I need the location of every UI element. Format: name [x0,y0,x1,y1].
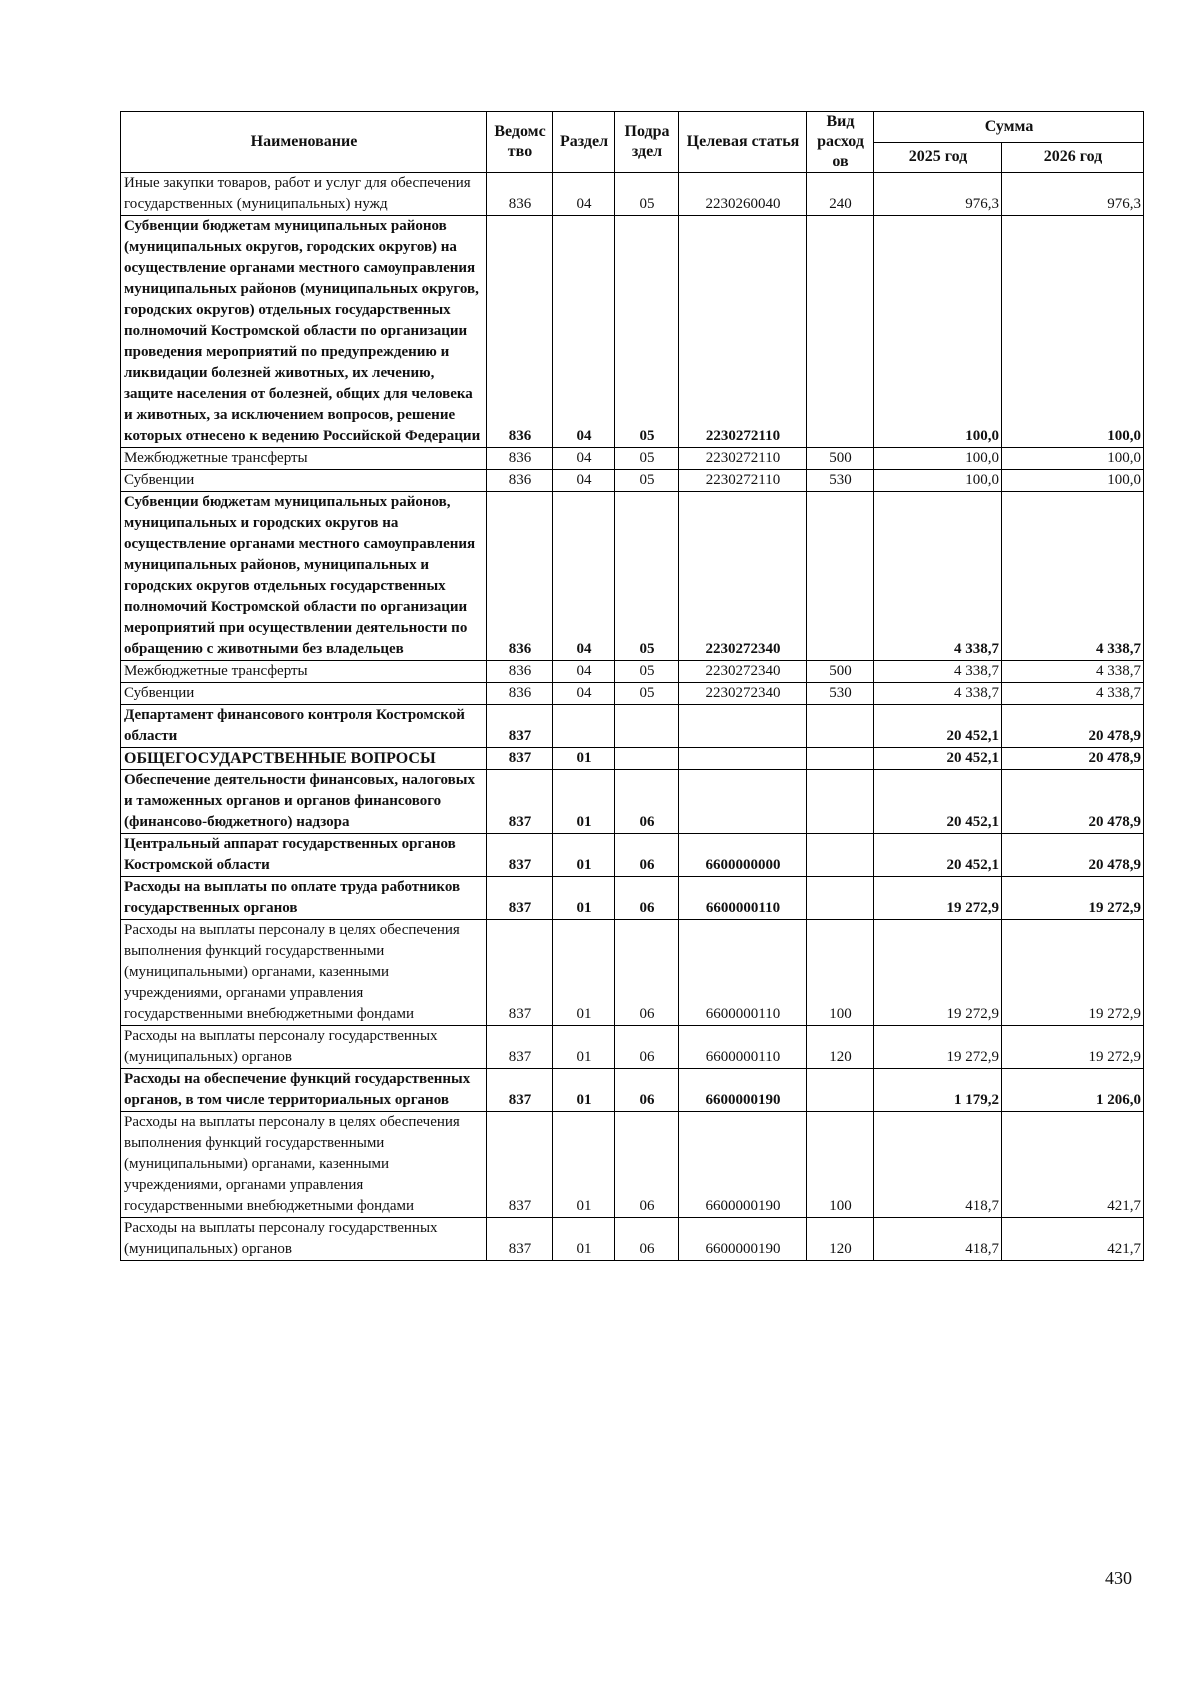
table-body [121,173,1144,1261]
cell-section: 04 [553,492,615,661]
cell-name: ОБЩЕГОСУДАРСТВЕННЫЕ ВОПРОСЫ [121,748,487,770]
cell-target: 2230260040 [679,173,807,216]
cell-subsection: 06 [615,877,679,920]
cell-sum-2026: 19 272,9 [1002,1026,1144,1069]
cell-subsection: 06 [615,770,679,834]
cell-expense-type: 500 [807,661,874,683]
cell-ministry: 837 [487,705,553,748]
cell-section: 04 [553,173,615,216]
cell-section: 04 [553,661,615,683]
cell-subsection: 06 [615,834,679,877]
header-year-2026: 2026 год [1002,142,1144,173]
table-row [121,748,1144,770]
header-name: Наименование [121,112,487,173]
header-target: Целевая статья [679,112,807,173]
cell-section: 01 [553,1026,615,1069]
cell-target: 2230272340 [679,661,807,683]
cell-subsection: 05 [615,173,679,216]
cell-sum-2025: 20 452,1 [874,748,1002,770]
cell-subsection: 06 [615,920,679,1026]
cell-target [679,705,807,748]
cell-sum-2025: 418,7 [874,1218,1002,1261]
cell-name: Департамент финансового контроля Костромской области [121,705,487,748]
cell-ministry: 837 [487,1069,553,1112]
cell-ministry: 837 [487,770,553,834]
cell-ministry: 837 [487,877,553,920]
cell-ministry: 837 [487,1218,553,1261]
cell-sum-2026: 421,7 [1002,1112,1144,1218]
cell-sum-2025: 19 272,9 [874,920,1002,1026]
table-row [121,683,1144,705]
cell-subsection: 05 [615,492,679,661]
cell-subsection: 05 [615,448,679,470]
cell-subsection: 06 [615,1069,679,1112]
cell-sum-2025: 19 272,9 [874,1026,1002,1069]
table-row [121,492,1144,661]
table-row [121,705,1144,748]
cell-section: 01 [553,748,615,770]
cell-sum-2025: 4 338,7 [874,492,1002,661]
cell-section: 01 [553,1069,615,1112]
cell-subsection: 06 [615,1218,679,1261]
cell-sum-2026: 4 338,7 [1002,661,1144,683]
cell-section: 04 [553,448,615,470]
cell-section [553,705,615,748]
cell-sum-2025: 20 452,1 [874,770,1002,834]
header-subsection: Подра здел [615,112,679,173]
cell-ministry: 836 [487,492,553,661]
header-row [121,112,1144,143]
table-row [121,1026,1144,1069]
cell-section: 01 [553,834,615,877]
cell-name: Субвенции бюджетам муниципальных районов (муниципальных округов, городских округов) на осуществление органами местного самоуправления муниципальных районов (муниципальных округов, городских округов) отдельных государственных полномочий Костромской области по организации проведения мероприятий по предупреждению и ликвидации болезней животных, их лечению, защите населения от болезней, общих для человека и животных, за исключением вопросов, решение которых отнесено к ведению Российской Федерации [121,216,487,448]
table-row [121,448,1144,470]
cell-ministry: 836 [487,216,553,448]
cell-sum-2025: 100,0 [874,470,1002,492]
cell-name: Расходы на обеспечение функций государственных органов, в том числе территориальных органов [121,1069,487,1112]
cell-subsection: 06 [615,1026,679,1069]
cell-section: 01 [553,1112,615,1218]
cell-sum-2026: 4 338,7 [1002,683,1144,705]
cell-expense-type: 100 [807,1112,874,1218]
cell-sum-2025: 4 338,7 [874,661,1002,683]
cell-subsection [615,748,679,770]
cell-expense-type: 120 [807,1026,874,1069]
cell-expense-type: 240 [807,173,874,216]
cell-sum-2026: 421,7 [1002,1218,1144,1261]
cell-target: 6600000110 [679,877,807,920]
cell-target [679,748,807,770]
cell-sum-2026: 20 478,9 [1002,770,1144,834]
cell-section: 04 [553,216,615,448]
cell-target: 6600000190 [679,1112,807,1218]
cell-sum-2026: 20 478,9 [1002,705,1144,748]
cell-sum-2025: 976,3 [874,173,1002,216]
cell-sum-2025: 20 452,1 [874,705,1002,748]
cell-ministry: 836 [487,470,553,492]
cell-target [679,770,807,834]
cell-expense-type: 530 [807,470,874,492]
cell-section: 01 [553,877,615,920]
table-row [121,877,1144,920]
cell-sum-2026: 100,0 [1002,470,1144,492]
table-row [121,1218,1144,1261]
cell-name: Субвенции бюджетам муниципальных районов, муниципальных и городских округов на осуществление органами местного самоуправления муниципальных районов, муниципальных и городских округов отдельных государственных полномочий Костромской области по организации мероприятий при осуществлении деятельности по обращению с животными без владельцев [121,492,487,661]
header-sum: Сумма [874,112,1144,143]
cell-section: 01 [553,920,615,1026]
cell-target: 6600000110 [679,920,807,1026]
cell-ministry: 836 [487,173,553,216]
cell-expense-type: 500 [807,448,874,470]
cell-target: 6600000190 [679,1218,807,1261]
cell-ministry: 836 [487,448,553,470]
table-row [121,470,1144,492]
cell-sum-2026: 4 338,7 [1002,492,1144,661]
cell-section: 01 [553,1218,615,1261]
table-row [121,1069,1144,1112]
cell-name: Расходы на выплаты по оплате труда работников государственных органов [121,877,487,920]
cell-expense-type: 120 [807,1218,874,1261]
header-section: Раздел [553,112,615,173]
cell-sum-2025: 1 179,2 [874,1069,1002,1112]
cell-name: Межбюджетные трансферты [121,448,487,470]
cell-sum-2025: 19 272,9 [874,877,1002,920]
header-year-2025: 2025 год [874,142,1002,173]
cell-name: Субвенции [121,683,487,705]
budget-table [120,111,1144,1261]
table-row [121,1112,1144,1218]
cell-subsection: 05 [615,683,679,705]
cell-target: 2230272110 [679,470,807,492]
cell-name: Расходы на выплаты персоналу государственных (муниципальных) органов [121,1026,487,1069]
table-row [121,920,1144,1026]
cell-target: 6600000190 [679,1069,807,1112]
cell-target: 2230272340 [679,492,807,661]
cell-target: 6600000110 [679,1026,807,1069]
header-expense-type: Вид расход ов [807,112,874,173]
cell-sum-2026: 20 478,9 [1002,834,1144,877]
table-row [121,834,1144,877]
cell-expense-type: 530 [807,683,874,705]
cell-name: Центральный аппарат государственных органов Костромской области [121,834,487,877]
cell-expense-type [807,705,874,748]
cell-name: Расходы на выплаты персоналу в целях обеспечения выполнения функций государственными (муниципальными) органами, казенными учреждениями, органами управления государственными внебюджетными фондами [121,920,487,1026]
cell-target: 2230272110 [679,216,807,448]
cell-sum-2026: 19 272,9 [1002,920,1144,1026]
cell-section: 01 [553,770,615,834]
cell-expense-type: 100 [807,920,874,1026]
cell-sum-2026: 100,0 [1002,448,1144,470]
cell-expense-type [807,748,874,770]
cell-sum-2025: 4 338,7 [874,683,1002,705]
cell-sum-2026: 100,0 [1002,216,1144,448]
cell-ministry: 836 [487,683,553,705]
cell-sum-2025: 418,7 [874,1112,1002,1218]
cell-ministry: 837 [487,1112,553,1218]
cell-sum-2025: 100,0 [874,448,1002,470]
cell-subsection: 06 [615,1112,679,1218]
cell-section: 04 [553,470,615,492]
cell-subsection: 05 [615,661,679,683]
cell-subsection [615,705,679,748]
cell-target: 2230272110 [679,448,807,470]
cell-name: Субвенции [121,470,487,492]
cell-name: Иные закупки товаров, работ и услуг для обеспечения государственных (муниципальных) нужд [121,173,487,216]
cell-expense-type [807,834,874,877]
table-row [121,770,1144,834]
cell-ministry: 837 [487,834,553,877]
cell-expense-type [807,877,874,920]
header-ministry: Ведомс тво [487,112,553,173]
cell-name: Межбюджетные трансферты [121,661,487,683]
cell-sum-2026: 1 206,0 [1002,1069,1144,1112]
table-row [121,173,1144,216]
cell-name: Расходы на выплаты персоналу в целях обеспечения выполнения функций государственными (муниципальными) органами, казенными учреждениями, органами управления государственными внебюджетными фондами [121,1112,487,1218]
cell-ministry: 837 [487,1026,553,1069]
table-row [121,216,1144,448]
cell-ministry: 837 [487,920,553,1026]
table-row [121,661,1144,683]
cell-expense-type [807,1069,874,1112]
cell-subsection: 05 [615,216,679,448]
cell-sum-2026: 19 272,9 [1002,877,1144,920]
cell-sum-2025: 20 452,1 [874,834,1002,877]
cell-target: 2230272340 [679,683,807,705]
cell-expense-type [807,770,874,834]
cell-expense-type [807,216,874,448]
cell-sum-2025: 100,0 [874,216,1002,448]
cell-ministry: 837 [487,748,553,770]
cell-ministry: 836 [487,661,553,683]
page-number: 430 [1105,1568,1132,1588]
cell-section: 04 [553,683,615,705]
cell-target: 6600000000 [679,834,807,877]
cell-name: Расходы на выплаты персоналу государственных (муниципальных) органов [121,1218,487,1261]
cell-name: Обеспечение деятельности финансовых, налоговых и таможенных органов и органов финансового (финансово-бюджетного) надзора [121,770,487,834]
cell-sum-2026: 20 478,9 [1002,748,1144,770]
cell-expense-type [807,492,874,661]
cell-sum-2026: 976,3 [1002,173,1144,216]
cell-subsection: 05 [615,470,679,492]
